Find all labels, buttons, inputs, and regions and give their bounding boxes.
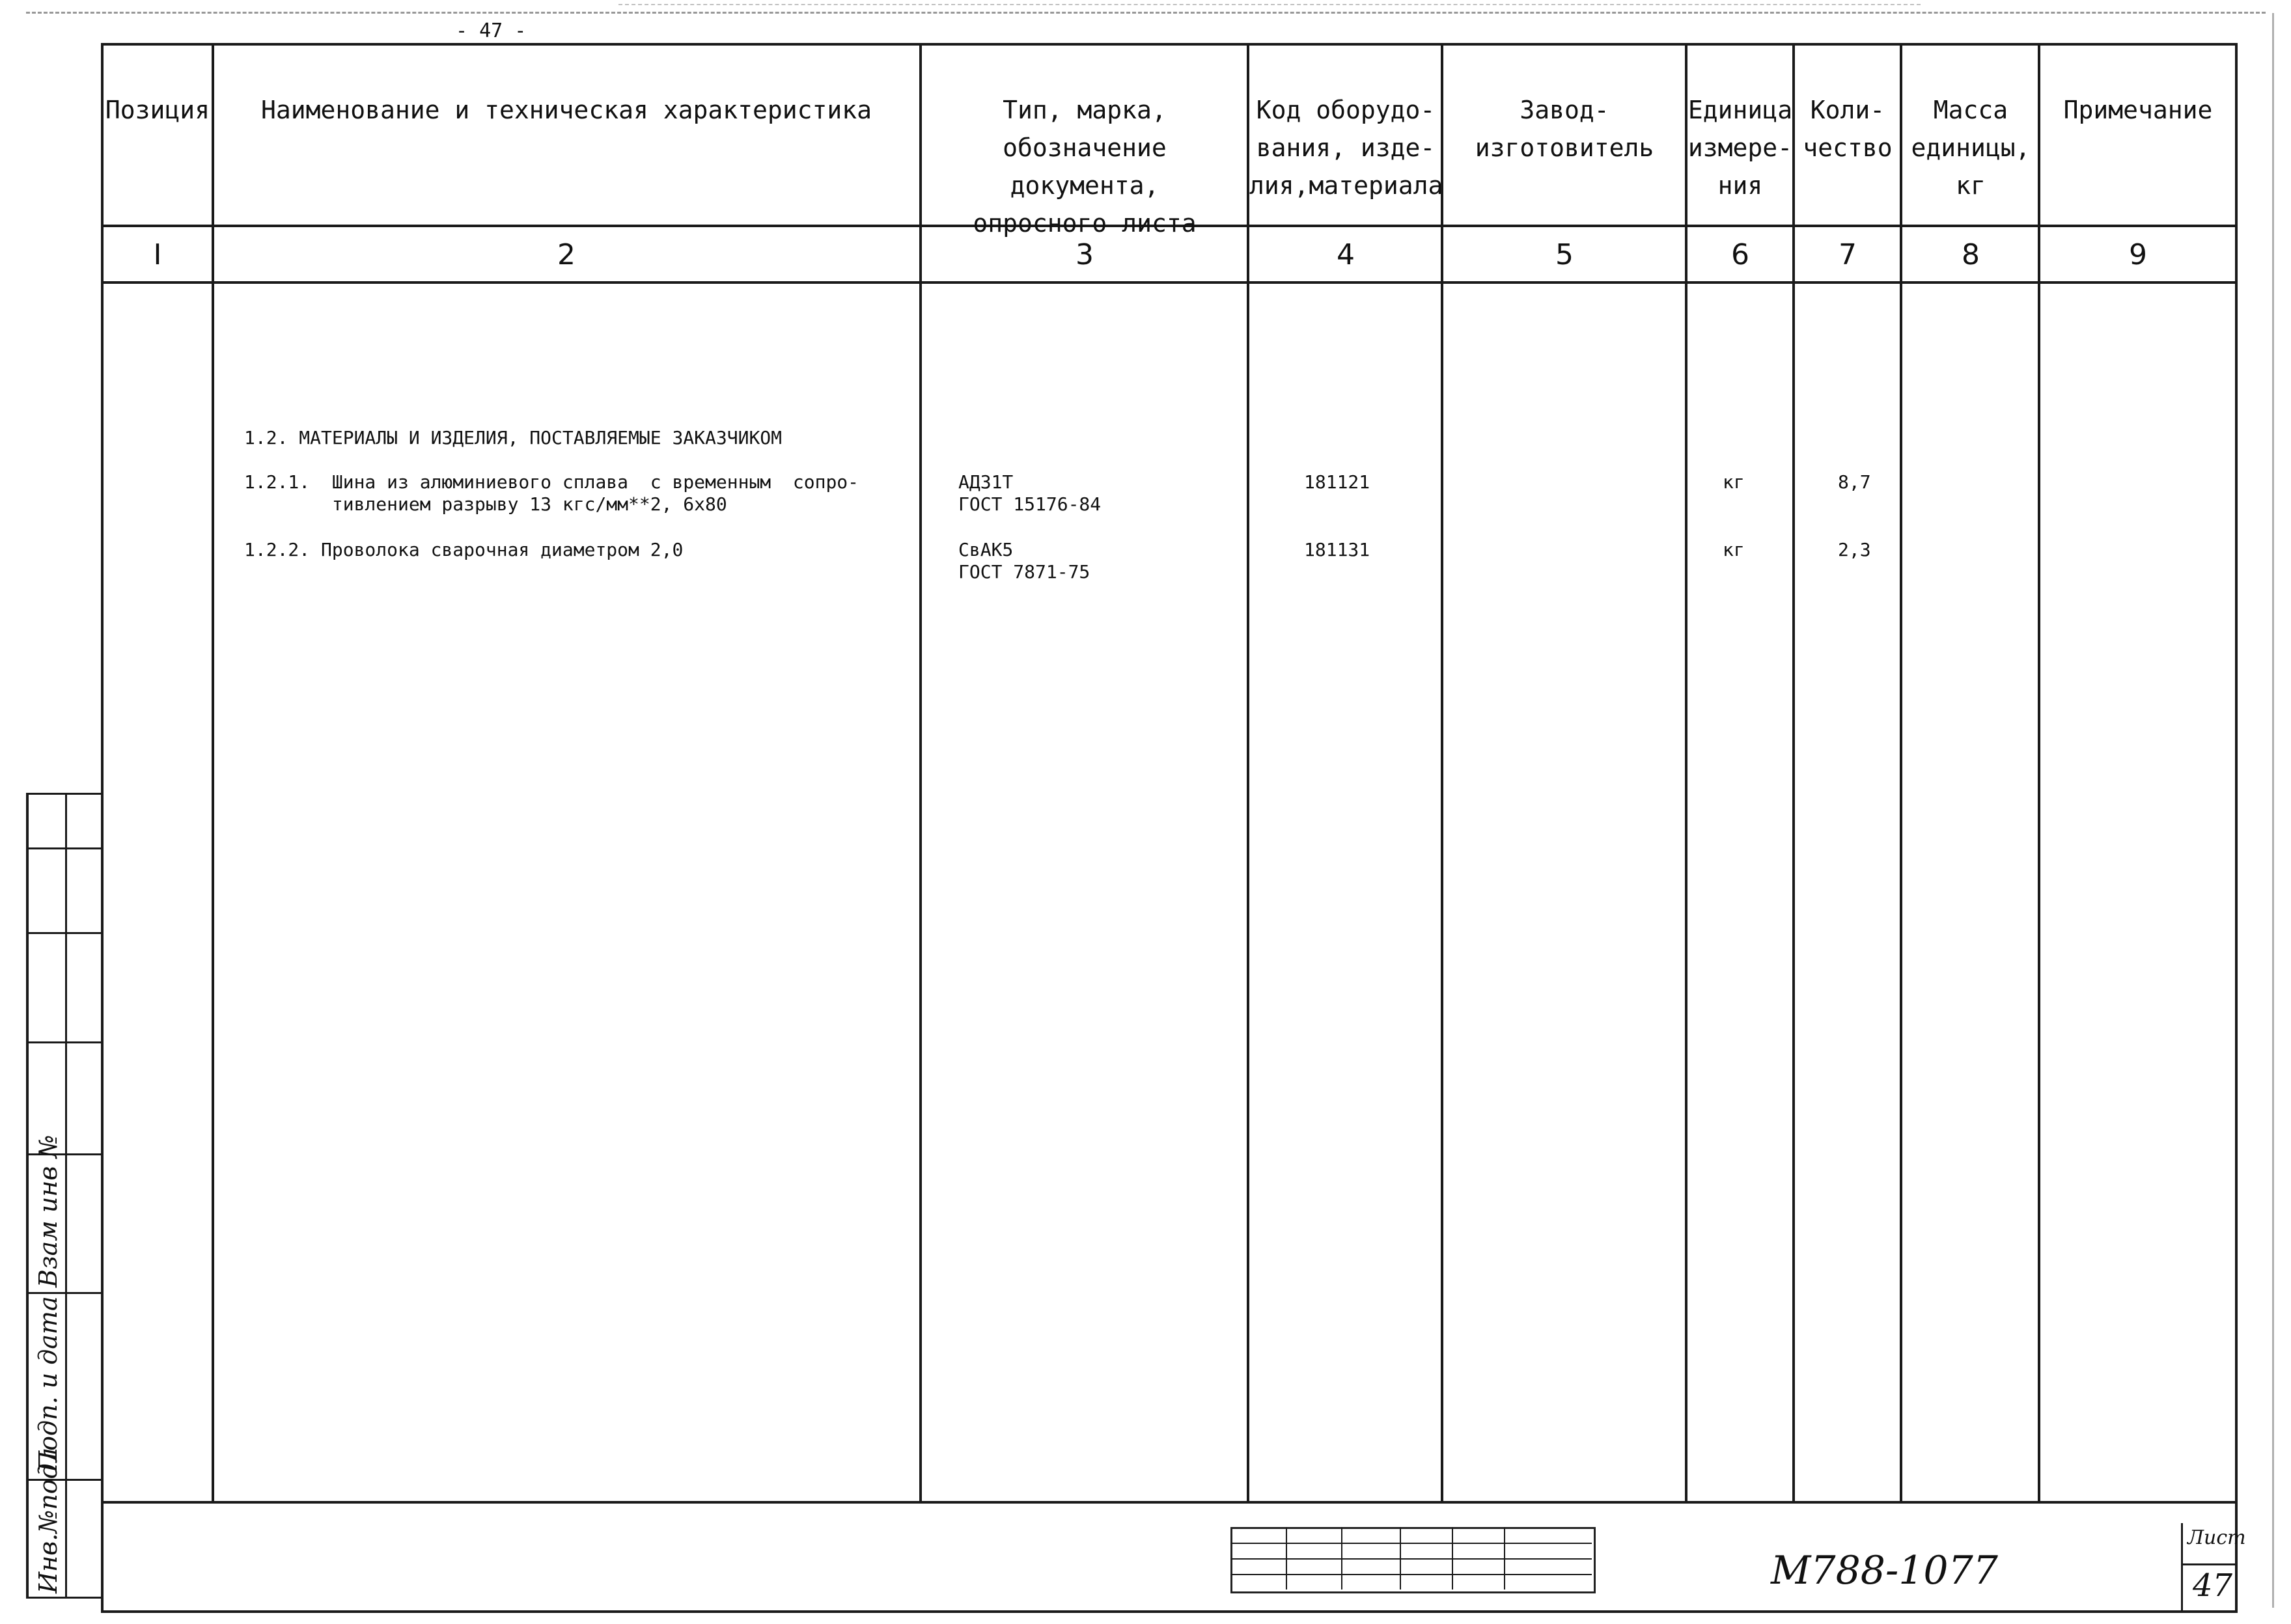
scan-artifact-top — [26, 12, 2266, 18]
strip-label-inv-podl: Инв.№подл — [34, 1448, 62, 1593]
colnum-6: 6 — [1731, 238, 1749, 271]
column-divider-0 — [101, 43, 104, 1612]
row-2-code: 181131 — [1304, 539, 1370, 560]
row-2-qty: 2,3 — [1838, 539, 1871, 560]
header-maker: Завод- изготовитель — [1475, 96, 1654, 162]
row-2-type-line-1: СвАК5 — [958, 539, 1014, 560]
strip-hline-6 — [26, 1292, 103, 1294]
header-unit: Единица измере- ния — [1687, 96, 1793, 200]
strip-hline-2 — [26, 847, 103, 849]
strip-label-podp-data: Подп. и дата — [34, 1296, 62, 1472]
stamp-grid-v4 — [1452, 1527, 1453, 1590]
row-1-unit: кг — [1723, 471, 1745, 493]
colnum-4: 4 — [1337, 238, 1355, 271]
colnum-1: I — [153, 238, 162, 271]
frame-bottom-border — [101, 1610, 2238, 1613]
colnum-9: 9 — [2129, 238, 2147, 271]
strip-hline-3 — [26, 932, 103, 934]
scan-artifact-right — [2272, 13, 2274, 1608]
sheet-number: 47 — [2193, 1567, 2233, 1604]
table-top-border — [101, 43, 2238, 46]
row-2-name-line-1: 1.2.2. Проволока сварочная диаметром 2,0 — [244, 539, 684, 560]
header-type: Тип, марка, обозначение документа, опросного листа — [973, 96, 1197, 238]
row-1-type-line-2: ГОСТ 15176-84 — [958, 493, 1102, 515]
header-note: Примечание — [2063, 96, 2213, 124]
row-1-type-line-1: АД31Т — [958, 471, 1014, 493]
page-number: - 47 - — [456, 20, 527, 42]
header-code: Код оборудо- вания, изде- лия,материала — [1249, 96, 1443, 200]
stamp-grid-h3 — [1230, 1574, 1592, 1575]
colnum-3: 3 — [1076, 238, 1094, 271]
sheet-label: Лист — [2187, 1526, 2246, 1549]
colnum-8: 8 — [1962, 238, 1980, 271]
strip-label-vzam-inv: Взам инв № — [34, 1135, 62, 1287]
document-code: М788-1077 — [1771, 1548, 1998, 1593]
stamp-grid-v3 — [1400, 1527, 1401, 1590]
strip-hline-1 — [26, 793, 103, 795]
section-title: 1.2. МАТЕРИАЛЫ И ИЗДЕЛИЯ, ПОСТАВЛЯЕМЫЕ ЗАКАЗЧИКОМ — [244, 427, 783, 448]
row-1-code: 181121 — [1304, 471, 1370, 493]
header-qty: Коли- чество — [1803, 96, 1893, 162]
stamp-grid-v5 — [1504, 1527, 1505, 1590]
row-1-qty: 8,7 — [1838, 471, 1871, 493]
colnum-5: 5 — [1555, 238, 1574, 271]
row-2-type-line-2: ГОСТ 7871-75 — [958, 561, 1090, 583]
strip-outer-left — [26, 793, 29, 1597]
stamp-grid-h1 — [1230, 1543, 1592, 1544]
strip-hline-4 — [26, 1041, 103, 1043]
stamp-grid-h2 — [1230, 1558, 1592, 1560]
strip-inner-line — [65, 793, 67, 1597]
sheet-box-left — [2181, 1523, 2183, 1611]
header-name: Наименование и техническая характеристика — [261, 96, 872, 124]
column-divider-9 — [2235, 43, 2238, 1612]
header-position: Позиция — [105, 96, 210, 124]
colnum-7: 7 — [1839, 238, 1857, 271]
row-1-name-line-2: тивлением разрыву 13 кгс/мм**2, 6x80 — [244, 493, 727, 515]
stamp-grid-v2 — [1341, 1527, 1342, 1590]
sheet-box-mid — [2181, 1563, 2236, 1565]
row-2-unit: кг — [1723, 539, 1745, 560]
stamp-grid-v1 — [1286, 1527, 1287, 1590]
row-1-name-line-1: 1.2.1. Шина из алюминиевого сплава с временным сопро- — [244, 471, 859, 493]
colnum-2: 2 — [557, 238, 576, 271]
table-bottom-border — [101, 1501, 2238, 1504]
colnum-bottom-border — [101, 281, 2238, 284]
scan-artifact-top-2 — [618, 4, 1921, 8]
header-mass: Масса единицы, кг — [1911, 96, 2031, 200]
strip-hline-8 — [26, 1597, 103, 1599]
